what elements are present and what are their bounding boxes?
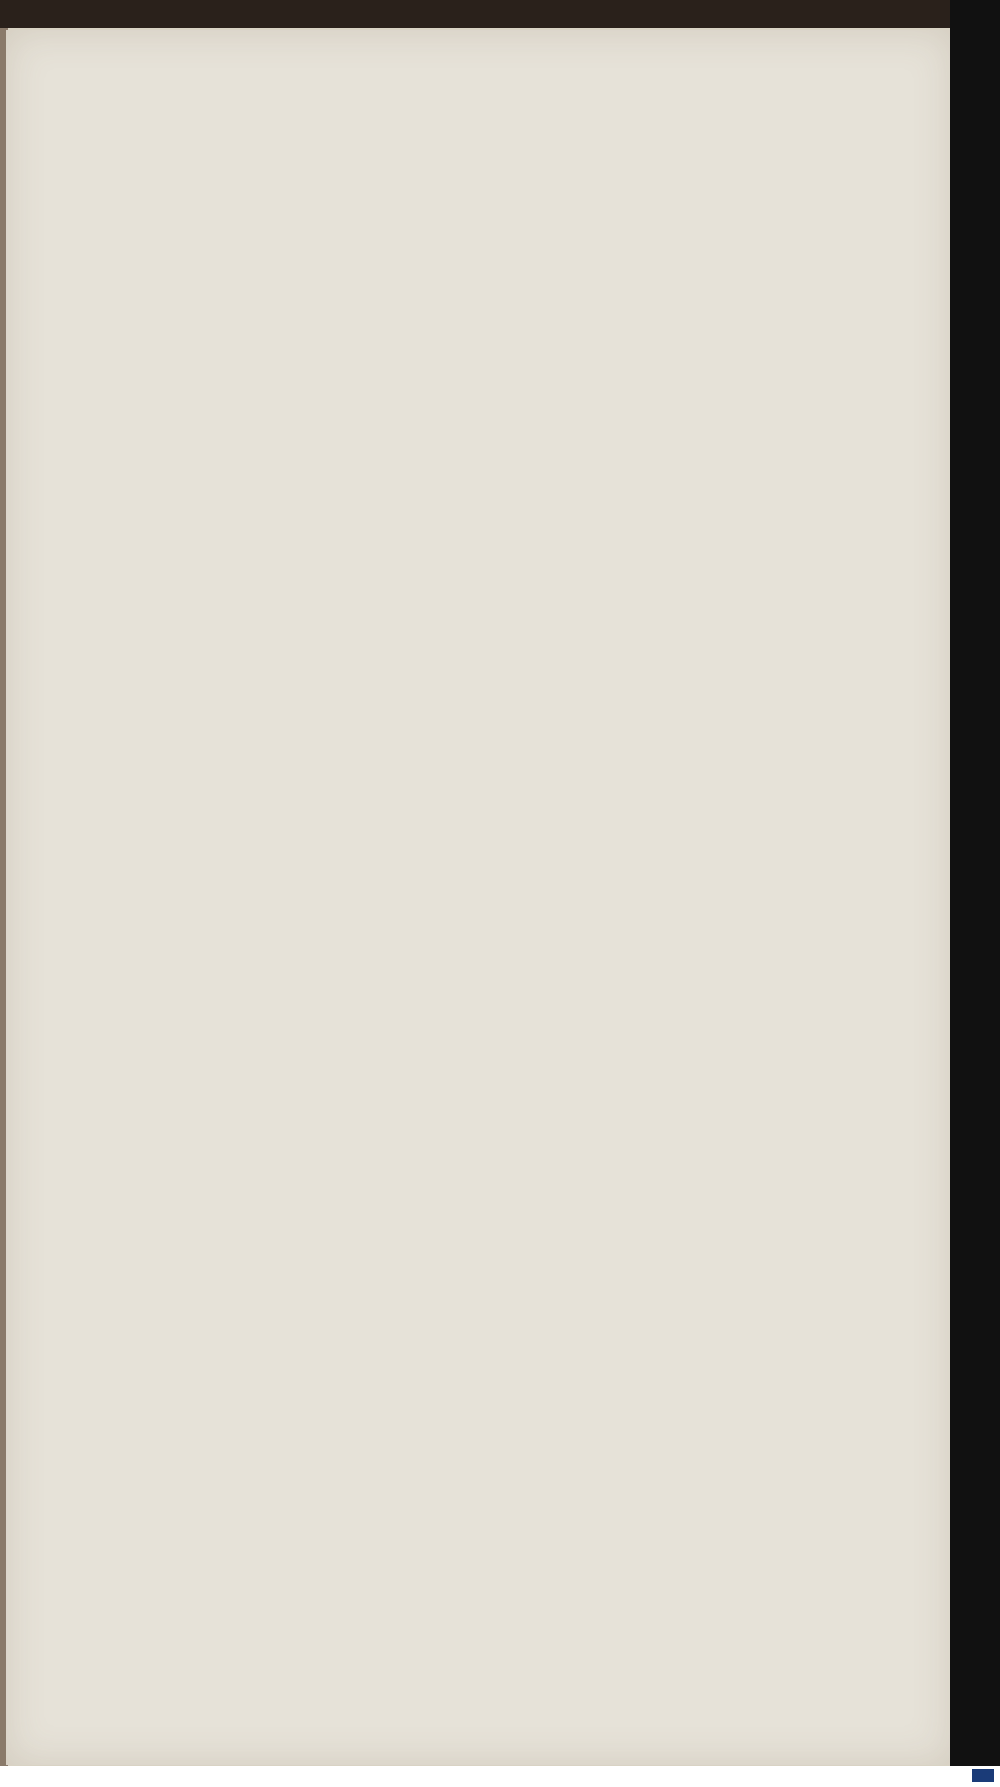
dfg-logo [972, 1769, 994, 1782]
running-head [124, 102, 754, 148]
chapter-heading [122, 348, 722, 394]
book-page [6, 30, 952, 1765]
footer-credit [968, 1769, 994, 1782]
scan-right-edge [950, 0, 1000, 1787]
footer-bar [0, 1766, 1000, 1787]
scan-top-edge [0, 0, 1000, 28]
